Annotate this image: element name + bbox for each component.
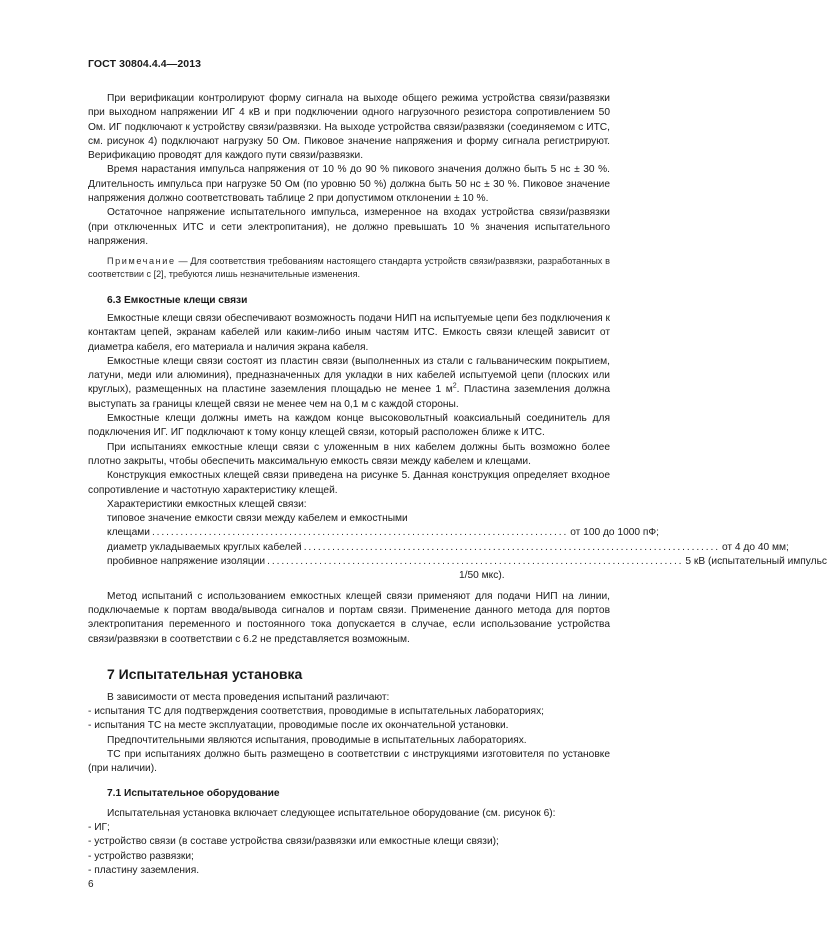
- paragraph: ТС при испытаниях должно быть размещено в соответствии с инструкциями изготовителя по установке (при наличии).: [88, 748, 610, 775]
- paragraph: Метод испытаний с использованием емкостных клещей связи применяют для подачи НИП на линии, подключаемые к портам ввода/вывода сигналов и портам связи. Применение данного метода для портов электропитания переменного и постоянного тока допускается в случае, если использование устройства связи/развязки в соответствии с 6.2 не представляется возможным.: [88, 590, 610, 645]
- specs-title: Характеристики емкостных клещей связи:: [107, 498, 307, 510]
- note: [88, 255, 610, 281]
- document-body: [88, 92, 827, 878]
- standard-header: ГОСТ 30804.4.4—2013: [88, 58, 202, 70]
- spec-row: [107, 555, 827, 569]
- list-item: - ИГ;: [88, 822, 110, 834]
- paragraph: Испытательная установка включает следующее испытательное оборудование (см. рисунок 6):: [107, 807, 556, 819]
- section-heading-7-1: 7.1 Испытательное оборудование: [107, 787, 280, 799]
- spec-value: от 100 до 1000 пФ;: [570, 527, 660, 539]
- paragraph: При испытаниях емкостные клещи связи с уложенным в них кабелем должны быть возможно более плотно закрыты, чтобы обеспечить максимальную емкость связи между кабелем и клещами.: [88, 441, 610, 467]
- paragraph: Предпочтительными являются испытания, проводимые в испытательных лабораториях.: [107, 734, 527, 746]
- paragraph: При верификации контролируют форму сигнала на выходе общего режима устройства связи/развязки при выходном напряжении ИГ 4 кВ и при подключении одного нагрузочного резистора сопротивлением 50 Ом. ИГ подключают к устройству связи/развязки. На выходе устройства связи/развязки (соединяемом с ИТС, см. рисунок 4) подключают нагрузку 50 Ом. Пиковое значение напряжения и форму сигнала регистрируют. Верификацию проводят для каждого пути связи/развязки.: [88, 93, 610, 162]
- paragraph: Остаточное напряжение испытательного импульса, измеренное на входах устройства связи/развязки (при отключенных ИТС и сети электропитания), не должно превышать 10 % значения испытательного напряжения.: [88, 207, 610, 247]
- list-item: - устройство связи (в составе устройства связи/развязки или емкостные клещи связи);: [88, 836, 499, 848]
- list-item: - испытания ТС для подтверждения соответствия, проводимые в испытательных лабораториях;: [88, 706, 544, 718]
- spec-line: типовое значение емкости связи между кабелем и емкостными: [107, 513, 408, 525]
- spec-row: [107, 526, 660, 540]
- note-label: Примечание: [107, 256, 176, 267]
- paragraph: [88, 355, 610, 412]
- spec-label: клещами: [107, 527, 150, 539]
- page-number: 6: [88, 879, 94, 890]
- paragraph: Конструкция емкостных клещей связи приведена на рисунке 5. Данная конструкция определяет входное сопротивление и частотную характеристику клещей.: [88, 470, 610, 496]
- spec-row: [107, 541, 789, 555]
- spec-label: пробивное напряжение изоляции: [107, 556, 266, 568]
- spec-value: 5 кВ (испытательный импульс: [685, 556, 827, 568]
- leader-dots: ........................................................................................: [151, 527, 569, 539]
- paragraph-tail: . Пластина заземления должна выступать за границы клещей связи не менее чем на 0,1 м с каждой стороны.: [88, 384, 610, 410]
- section-heading-6-3: 6.3 Емкостные клещи связи: [107, 294, 248, 306]
- paragraph-text: Емкостные клещи связи состоят из пластин связи (выполненных из стали с гальваническим покрытием, латуни, меди или алюминия), предназначенных для укладки в них кабелей испытуемой цепи (плоских или круглых), размещенных на пластине заземления площадью не менее 1 м: [88, 355, 610, 396]
- paragraph: Емкостные клещи должны иметь на каждом конце высоковольтный коаксиальный соединитель для подключения ИГ. ИГ подключают к тому концу клещей связи, который расположен ближе к ИТС.: [88, 413, 610, 439]
- leader-dots: ........................................................................................: [303, 541, 720, 553]
- superscript: 2: [452, 383, 457, 391]
- leader-dots: ........................................................................................: [267, 556, 684, 568]
- paragraph: Время нарастания импульса напряжения от 10 % до 90 % пикового значения должно быть 5 нс ± 30 %. Длительность импульса при нагрузке 50 Ом (по уровню 50 %) должна быть 50 нс ± 30 %. Пиковое значение напряжения должно соответствовать таблице 2 при допустимом отклонении ± 10 %.: [88, 164, 610, 205]
- paragraph: В зависимости от места проведения испытаний различают:: [107, 691, 390, 703]
- list-item: - испытания ТС на месте эксплуатации, проводимые после их окончательной установки.: [88, 720, 509, 732]
- list-item: - устройство развязки;: [88, 850, 194, 862]
- section-heading-7: 7 Испытательная установка: [107, 665, 303, 682]
- specs-list: [107, 512, 827, 583]
- list-item: - пластину заземления.: [88, 865, 200, 877]
- paragraph: Емкостные клещи связи обеспечивают возможность подачи НИП на испытуемые цепи без подключения к контактам цепей, экранам кабелей или каким-либо иным частям ИТС. Емкость связи клещей зависит от диаметра кабеля, его материала и наличия экрана кабеля.: [88, 312, 610, 353]
- spec-value: от 4 до 40 мм;: [721, 541, 789, 553]
- spec-continuation: 1/50 мкс).: [459, 570, 505, 582]
- spec-label: диаметр укладываемых круглых кабелей: [107, 541, 302, 553]
- note-text: — Для соответствия требованиям настоящего стандарта устройств связи/развязки, разработанных в соответствии с [2], требуются лишь незначительные изменения.: [88, 256, 610, 280]
